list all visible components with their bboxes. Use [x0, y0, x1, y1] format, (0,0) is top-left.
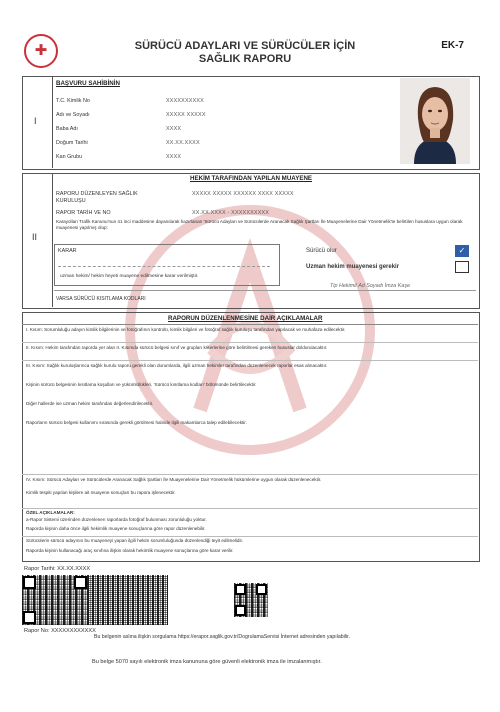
report-title-line2: SAĞLIK RAPORU: [198, 53, 292, 65]
option-specialist-label: Uzman hekim muayenesi gerekir: [306, 264, 400, 270]
section-2-roman: II: [32, 232, 38, 242]
form-code: EK-7: [441, 40, 464, 51]
qr-corner: [235, 605, 246, 616]
barcode-left: [22, 575, 88, 625]
report-date-label: Rapor Tarihi:: [24, 566, 56, 572]
ministry-health-logo-icon: ✚: [24, 34, 58, 68]
explanation-paragraph: Raporların sürücü belgesi kullanımı sırasında gerekli görülmesi halinde ilgili makamlarca talep edilebilecektir.: [26, 420, 247, 425]
report-title-line1: SÜRÜCÜ ADAYLARI VE SÜRÜCÜLER İÇİN: [134, 40, 356, 52]
explanation-divider: [22, 508, 478, 509]
classes-divider: [54, 290, 476, 291]
section-2-description: Karayolları Trafik Kanunu'nun 41 inci maddesine dayanılarak hazırlanan 'Sürücü Adayları ve Sürücülerde Aranacak Sağlık Şartları İle Muayenelerine Dair Yönetmelik'te belirtilen hususlara uygun olarak muayenesi yapılmış olup:: [56, 219, 463, 231]
barcode-corner: [74, 576, 87, 589]
applicant-photo: [400, 78, 470, 164]
decision-note: uzman hekim/ hekim heyeti muayene edilmesine karar verilmiştir.: [60, 274, 199, 279]
decision-line: [58, 266, 270, 267]
option-driver-ok-label: Sürücü olur: [306, 248, 337, 254]
option-driver-ok-checkbox: [455, 245, 469, 257]
esignature-text: Bu belge 5070 sayılı elektronik imza kanununa göre güvenli elektronik imza ile imzalanmıştır.: [92, 659, 322, 665]
section-1-label: T.C. Kimlik No: [56, 98, 90, 104]
qr-code-right: [234, 583, 268, 617]
explanation-paragraph: Diğer hallerde ise uzman hekim tarafından değerlendirilecektir.: [26, 401, 154, 406]
report-title: [110, 40, 380, 66]
section-1-value: XXXX: [166, 126, 182, 132]
classes-label: VARSA SÜRÜCÜ KISITLAMA KODLARI: [56, 296, 146, 302]
section-2-heading: HEKİM TARAFINDAN YAPILAN MUAYENE: [190, 175, 313, 182]
report-no-value: XXXXXXXXXXXX: [51, 628, 96, 634]
explanation-divider: [22, 360, 478, 361]
special-notes-heading: ÖZEL AÇIKLAMALAR:: [26, 510, 75, 515]
explanation-paragraph: Kimlik tespiti yapılan kişilere ait muayene sonuçları bu rapora işlenecektir.: [26, 490, 176, 495]
section-2-divider: [52, 173, 53, 307]
section-1-label: Kan Grubu: [56, 154, 83, 160]
checkmark-icon: ✓: [458, 246, 466, 255]
qr-corner: [256, 584, 267, 595]
barcode-corner: [23, 576, 36, 589]
report-no: [24, 628, 96, 634]
report-date-value: XX.XX.XXXX: [57, 566, 91, 572]
section-1-value: XX.XX.XXXX: [166, 140, 200, 146]
explanation-paragraph: Raporda kişinin daha önce ilgili hekimlik muayene sonuçlarına göre rapor düzenlenebilir.: [26, 526, 206, 531]
section-2-label: RAPORU DÜZENLEYEN SAĞLIK KURULUŞU: [56, 191, 138, 204]
decision-label: KARAR: [58, 248, 77, 254]
section-1-roman: I: [34, 116, 37, 126]
section-1-value: XXXXXXXXXX: [166, 98, 204, 104]
report-no-label: Rapor No:: [24, 628, 50, 634]
barcode-middle: [88, 575, 168, 625]
verification-text: Bu belgenin aslına ilişkin sorgulama https://erapor.saglik.gov.tr/DogrulamaServisi İnternet adresinden yapılabilir.: [94, 634, 350, 640]
section-1-value: XXXX: [166, 154, 182, 160]
section-3-heading: RAPORUN DÜZENLENMESİNE DAİR AÇIKLAMALAR: [168, 315, 323, 322]
section-1-label: Adı ve Soyadı: [56, 112, 90, 118]
barcode-corner: [23, 611, 36, 624]
section-1-heading: BAŞVURU SAHİBİNİN: [56, 80, 120, 87]
explanation-paragraph: a-Rapor Sistemi üzerinden düzenlenen raporlarda fotoğraf bulunması zorunluluğu yoktur.: [26, 517, 207, 522]
explanation-paragraph: Sürücülerin sürücü adayının bu muayeneyi yapan ilgili hekim sorumluluğunda düzenlendiği teyit edilmelidir.: [26, 538, 244, 543]
explanation-divider: [22, 536, 478, 537]
signature-text: Tip Hekimi/ Ad Soyadı İmza Kaşe: [330, 283, 411, 289]
explanation-divider: [22, 474, 478, 475]
section-2-label: RAPOR TARİH VE NO: [56, 210, 111, 216]
qr-corner: [235, 584, 246, 595]
explanation-paragraph: Raporda kişinin kullanacağı araç sınıfına ilişkin olarak hekimlik muayene sonuçlarına göre karar verilir.: [26, 548, 234, 553]
explanation-paragraph: Kişinin sürücü belgesinin kısıtlama koşulları ve yükümlülükleri, 'Sürücü kısıtlama kodları' bölümünde belirtilecektir.: [26, 382, 257, 387]
section-1-divider: [52, 76, 53, 168]
option-specialist-checkbox: [455, 261, 469, 273]
section-2-value: XXXXX XXXXX XXXXXX XXXX XXXXX: [192, 191, 294, 197]
explanation-divider: [22, 342, 478, 343]
explanation-paragraph: I. Kısım: Sorumluluğu adayın kimlik bilgilerinin ve fotoğrafının kontrolü, kimlik bilgileri ve fotoğraf sağlık kuruluşu tarafından yapılacak ve muhafaza edilecektir.: [26, 327, 346, 332]
report-date: [24, 566, 90, 572]
section-1-label: Doğum Tarihi: [56, 140, 88, 146]
section-3-top-line: [22, 324, 478, 325]
decision-box: [54, 244, 280, 286]
section-1-value: XXXXX XXXXX: [166, 112, 206, 118]
explanation-paragraph: IV. Kısım: Sürücü Adayları ve Sürücülerde Aranacak Sağlık Şartları İle Muayenelerine Dair Yönetmelik hükümlerine uygun olarak düzenlenecektir.: [26, 477, 322, 482]
section-1-label: Baba Adı: [56, 126, 78, 132]
explanation-paragraph: II. Kısım: Hekim tarafından raporda yer alan II. Kısımda sürücü belgesi sınıf ve grupları kriterlerine göre belirtilmesi gereken hususlar doldurulacaktır.: [26, 345, 328, 350]
explanation-paragraph: III. Kısım: Sağlık kuruluşlarınca sağlık kurulu raporu gerekli olan durumlarda, ilgili uzman hekimler tarafından düzenlenecek raporlar esas alınacaktır.: [26, 363, 328, 368]
section-2-value: XX.XX.XXXX - XXXXXXXXXX: [192, 210, 270, 216]
